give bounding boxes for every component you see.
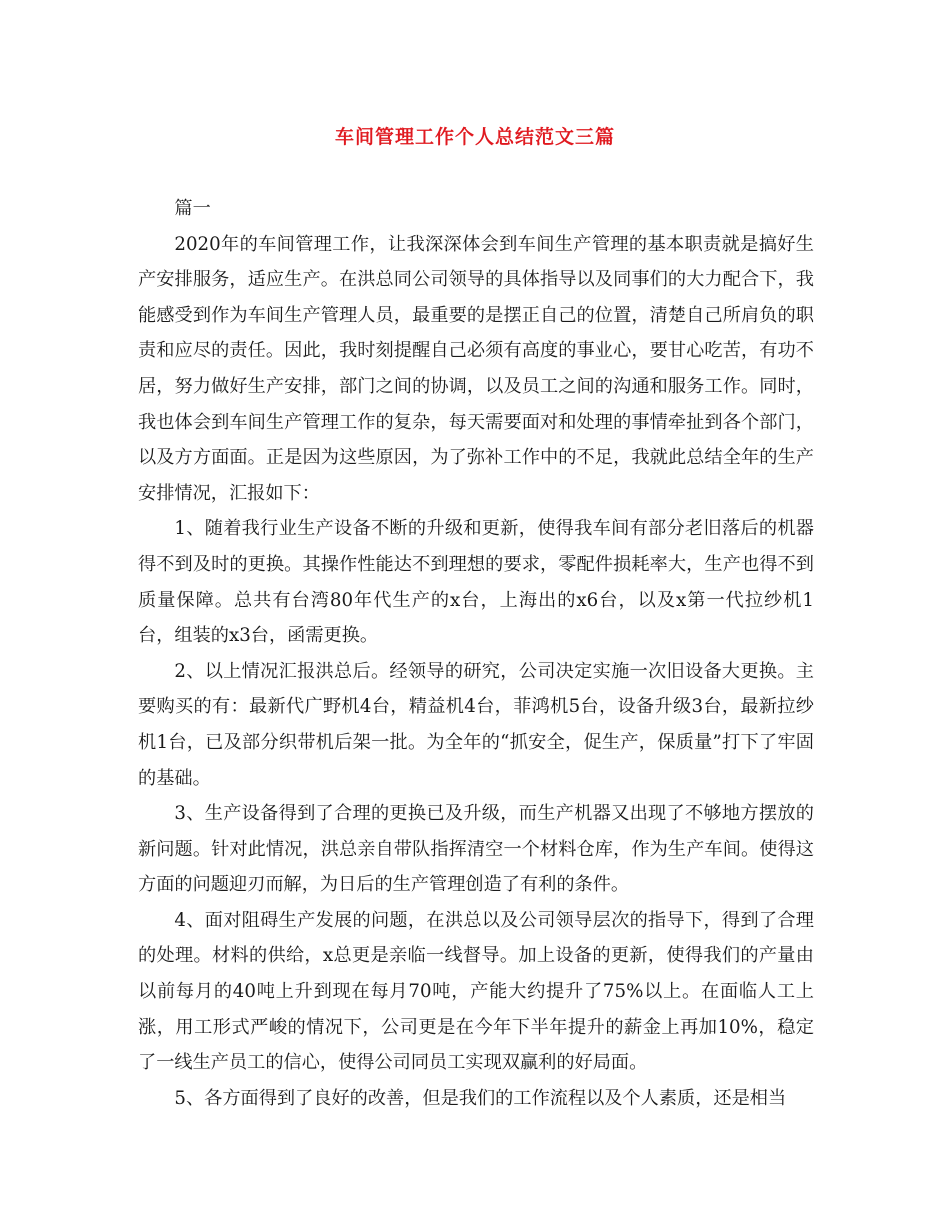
paragraph-item-1: 1、随着我行业生产设备不断的升级和更新，使得我车间有部分老旧落后的机器得不到及时的更换。其操作性能达不到理想的要求，零配件损耗率大，生产也得不到质量保障。总共有台湾80年代生产的x台，上海出的x6台，以及x第一代拉纱机1台，组装的x3台，函需更换。 (138, 518, 814, 647)
section-heading: 篇一 (174, 198, 211, 219)
document-title: 车间管理工作个人总结范文三篇 (334, 126, 615, 148)
paragraph-item-3: 3、生产设备得到了合理的更换已及升级，而生产机器又出现了不够地方摆放的新问题。针对此情况，洪总亲自带队指挥清空一个材料仓库，作为生产车间。使得这方面的问题迎刃而解，为日后的生产管理创造了有利的条件。 (138, 803, 814, 896)
document-body (138, 191, 814, 1116)
paragraph-item-2: 2、以上情况汇报洪总后。经领导的研究，公司决定实施一次旧设备大更换。主要购买的有：最新代广野机4台，精益机4台，菲鸿机5台，设备升级3台，最新拉纱机1台，已及部分织带机后架一批。为全年的“抓安全，促生产，保质量”打下了牢固的基础。 (138, 660, 814, 789)
paragraph-intro: 2020年的车间管理工作，让我深深体会到车间生产管理的基本职责就是搞好生产安排服务，适应生产。在洪总同公司领导的具体指导以及同事们的大力配合下，我能感受到作为车间生产管理人员，最重要的是摆正自己的位置，清楚自己所肩负的职责和应尽的责任。因此，我时刻提醒自己必须有高度的事业心，要甘心吃苦，有功不居，努力做好生产安排，部门之间的协调，以及员工之间的沟通和服务工作。同时，我也体会到车间生产管理工作的复杂，每天需要面对和处理的事情牵扯到各个部门，以及方方面面。正是因为这些原因，为了弥补工作中的不足，我就此总结全年的生产安排情况，汇报如下： (138, 233, 814, 504)
paragraph-item-5: 5、各方面得到了良好的改善，但是我们的工作流程以及个人素质，还是相当 (174, 1087, 787, 1109)
paragraph-item-4: 4、面对阻碍生产发展的问题，在洪总以及公司领导层次的指导下，得到了合理的处理。材料的供给，x总更是亲临一线督导。加上设备的更新，使得我们的产量由以前每月的40吨上升到现在每月70吨，产能大约提升了75%以上。在面临人工上涨，用工形式严峻的情况下，公司更是在今年下半年提升的薪金上再加10%，稳定了一线生产员工的信心，使得公司同员工实现双赢利的好局面。 (138, 909, 814, 1074)
